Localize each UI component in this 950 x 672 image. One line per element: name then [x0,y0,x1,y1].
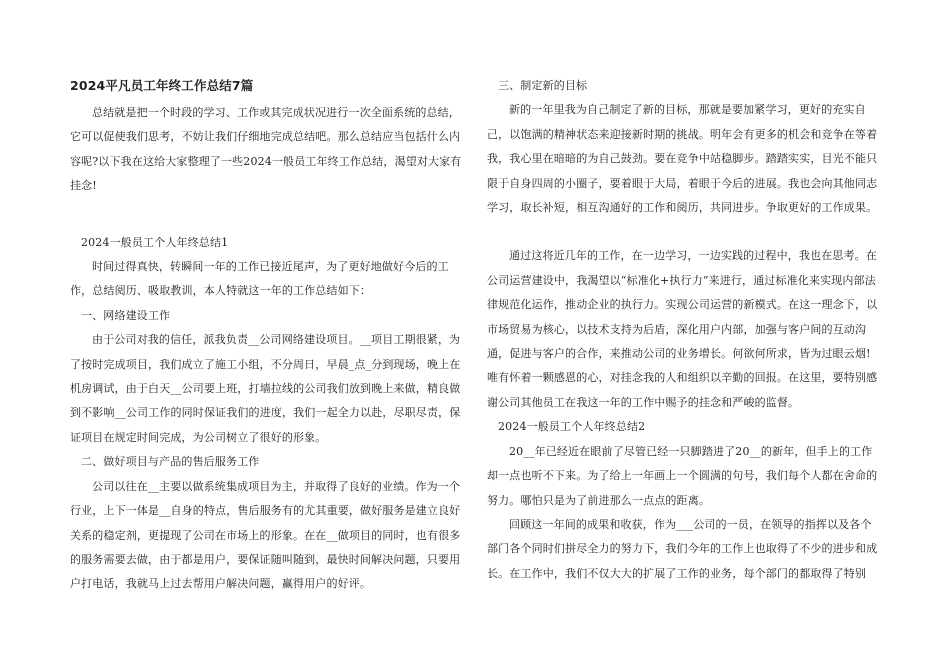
intro-paragraph: 总结就是把一个时段的学习、工作或其完成状况进行一次全面系统的总结，它可以促使我们思考，不妨让我们仔细地完成总结吧。那么总结应当包括什么内容呢?以下我在这给大家整理了一些2024一般员工年终工作总结，渴望对大家有挂念! [70,106,462,193]
left-column [70,74,462,597]
section-2-heading: 2024一般员工个人年终总结2 [498,420,646,434]
after-sales-service-heading: 二、做好项目与产品的售后服务工作 [81,455,260,469]
section-1-paragraph-2: 由于公司对我的信任，派我负责__公司网络建设项目。__项目工期很紧，为了按时完成项目，我们成立了施工小组，不分周日，早晨_点_分到现场，晚上在机房调试，由于白天__公司要上班，打墙拉线的公司我们放到晚上来做，精良做到不影响__公司工作的同时保证我们的进度，我们一起全力以赴，尽职尽责，保证项目在规定时间完成，为公司树立了很好的形象。 [70,333,461,444]
section-1-heading: 2024一般员工个人年终总结1 [81,235,229,249]
new-goals-heading: 三、制定新的目标 [498,79,588,92]
section-2-paragraph-1: 20__年已经近在眼前了尽管已经一只脚踏进了20__的新年，但手上的工作却一点也听不下来。为了给上一年画上一个圆满的句号，我们每个人都在舍命的努力。哪怕只是为了前进那么一点点的距离。 [487,444,878,507]
network-construction-heading: 一、网络建设工作 [81,308,171,322]
section-2-paragraph-2: 回顾这一年间的成果和收获，作为___公司的一员，在领导的指挥以及各个部门各个同时们拼尽全力的努力下，我们今年的工作上也取得了不少的进步和成长。在工作中，我们不仅大大的扩展了工作的业务，每个部门的都取得了特别 [487,517,878,580]
section-1-paragraph-5: 通过这将近几年的工作，在一边学习，一边实践的过程中，我也在思考。在公司运营建设中，我渴望以“标准化+执行力”来进行，通过标准化来实现内部法律规范化运作，推动企业的执行力。实现公司运营的新模式。在这一理念下，以市场贸易为核心，以技术支持为后盾，深化用户内部，加强与客户间的互动沟通，促进与客户的合作，来推动公司的业务增长。何欲何所求，皆为过眼云烟!唯有怀着一颗感恩的心，对挂念我的人和组织以辛勤的回报。在这里，要特别感谢公司其他员工在我这一年的工作中赐予的挂念和严峻的监督。 [487,249,878,409]
section-1-paragraph-1: 时间过得真快，转瞬间一年的工作已接近尾声，为了更好地做好今后的工作，总结阅历、吸取教训，本人特就这一年的工作总结如下： [70,260,449,298]
section-1-paragraph-4: 新的一年里我为自己制定了新的目标，那就是要加紧学习，更好的充实自己，以饱满的精神状态来迎接新时期的挑战。明年会有更多的机会和竞争在等着我，我心里在暗暗的为自己鼓劲。要在竞争中站稳脚步。踏踏实实，目光不能只限于自身四周的小圈子，要着眼于大局，着眼于今后的进展。我也会向其他同志学习，取长补短，相互沟通好的工作和阅历，共同进步。争取更好的工作成果。 [487,103,878,215]
section-1-paragraph-3: 公司以往在__主要以做系统集成项目为主，并取得了良好的业绩。作为一个行业，上下一体是__自身的特点，售后服务有的尤其重要，做好服务是建立良好关系的稳定剂，更提现了公司在市场上的形象。在在__做项目的同时，也有很多的服务需要去做，由于都是用户，要保证随叫随到，最快时间解决问题，只要用户打电话，我就马上过去帮用户解决问题，赢得用户的好评。 [70,479,461,591]
document-title: 2024平凡员工年终工作总结7篇 [70,78,254,93]
right-column [487,74,880,586]
